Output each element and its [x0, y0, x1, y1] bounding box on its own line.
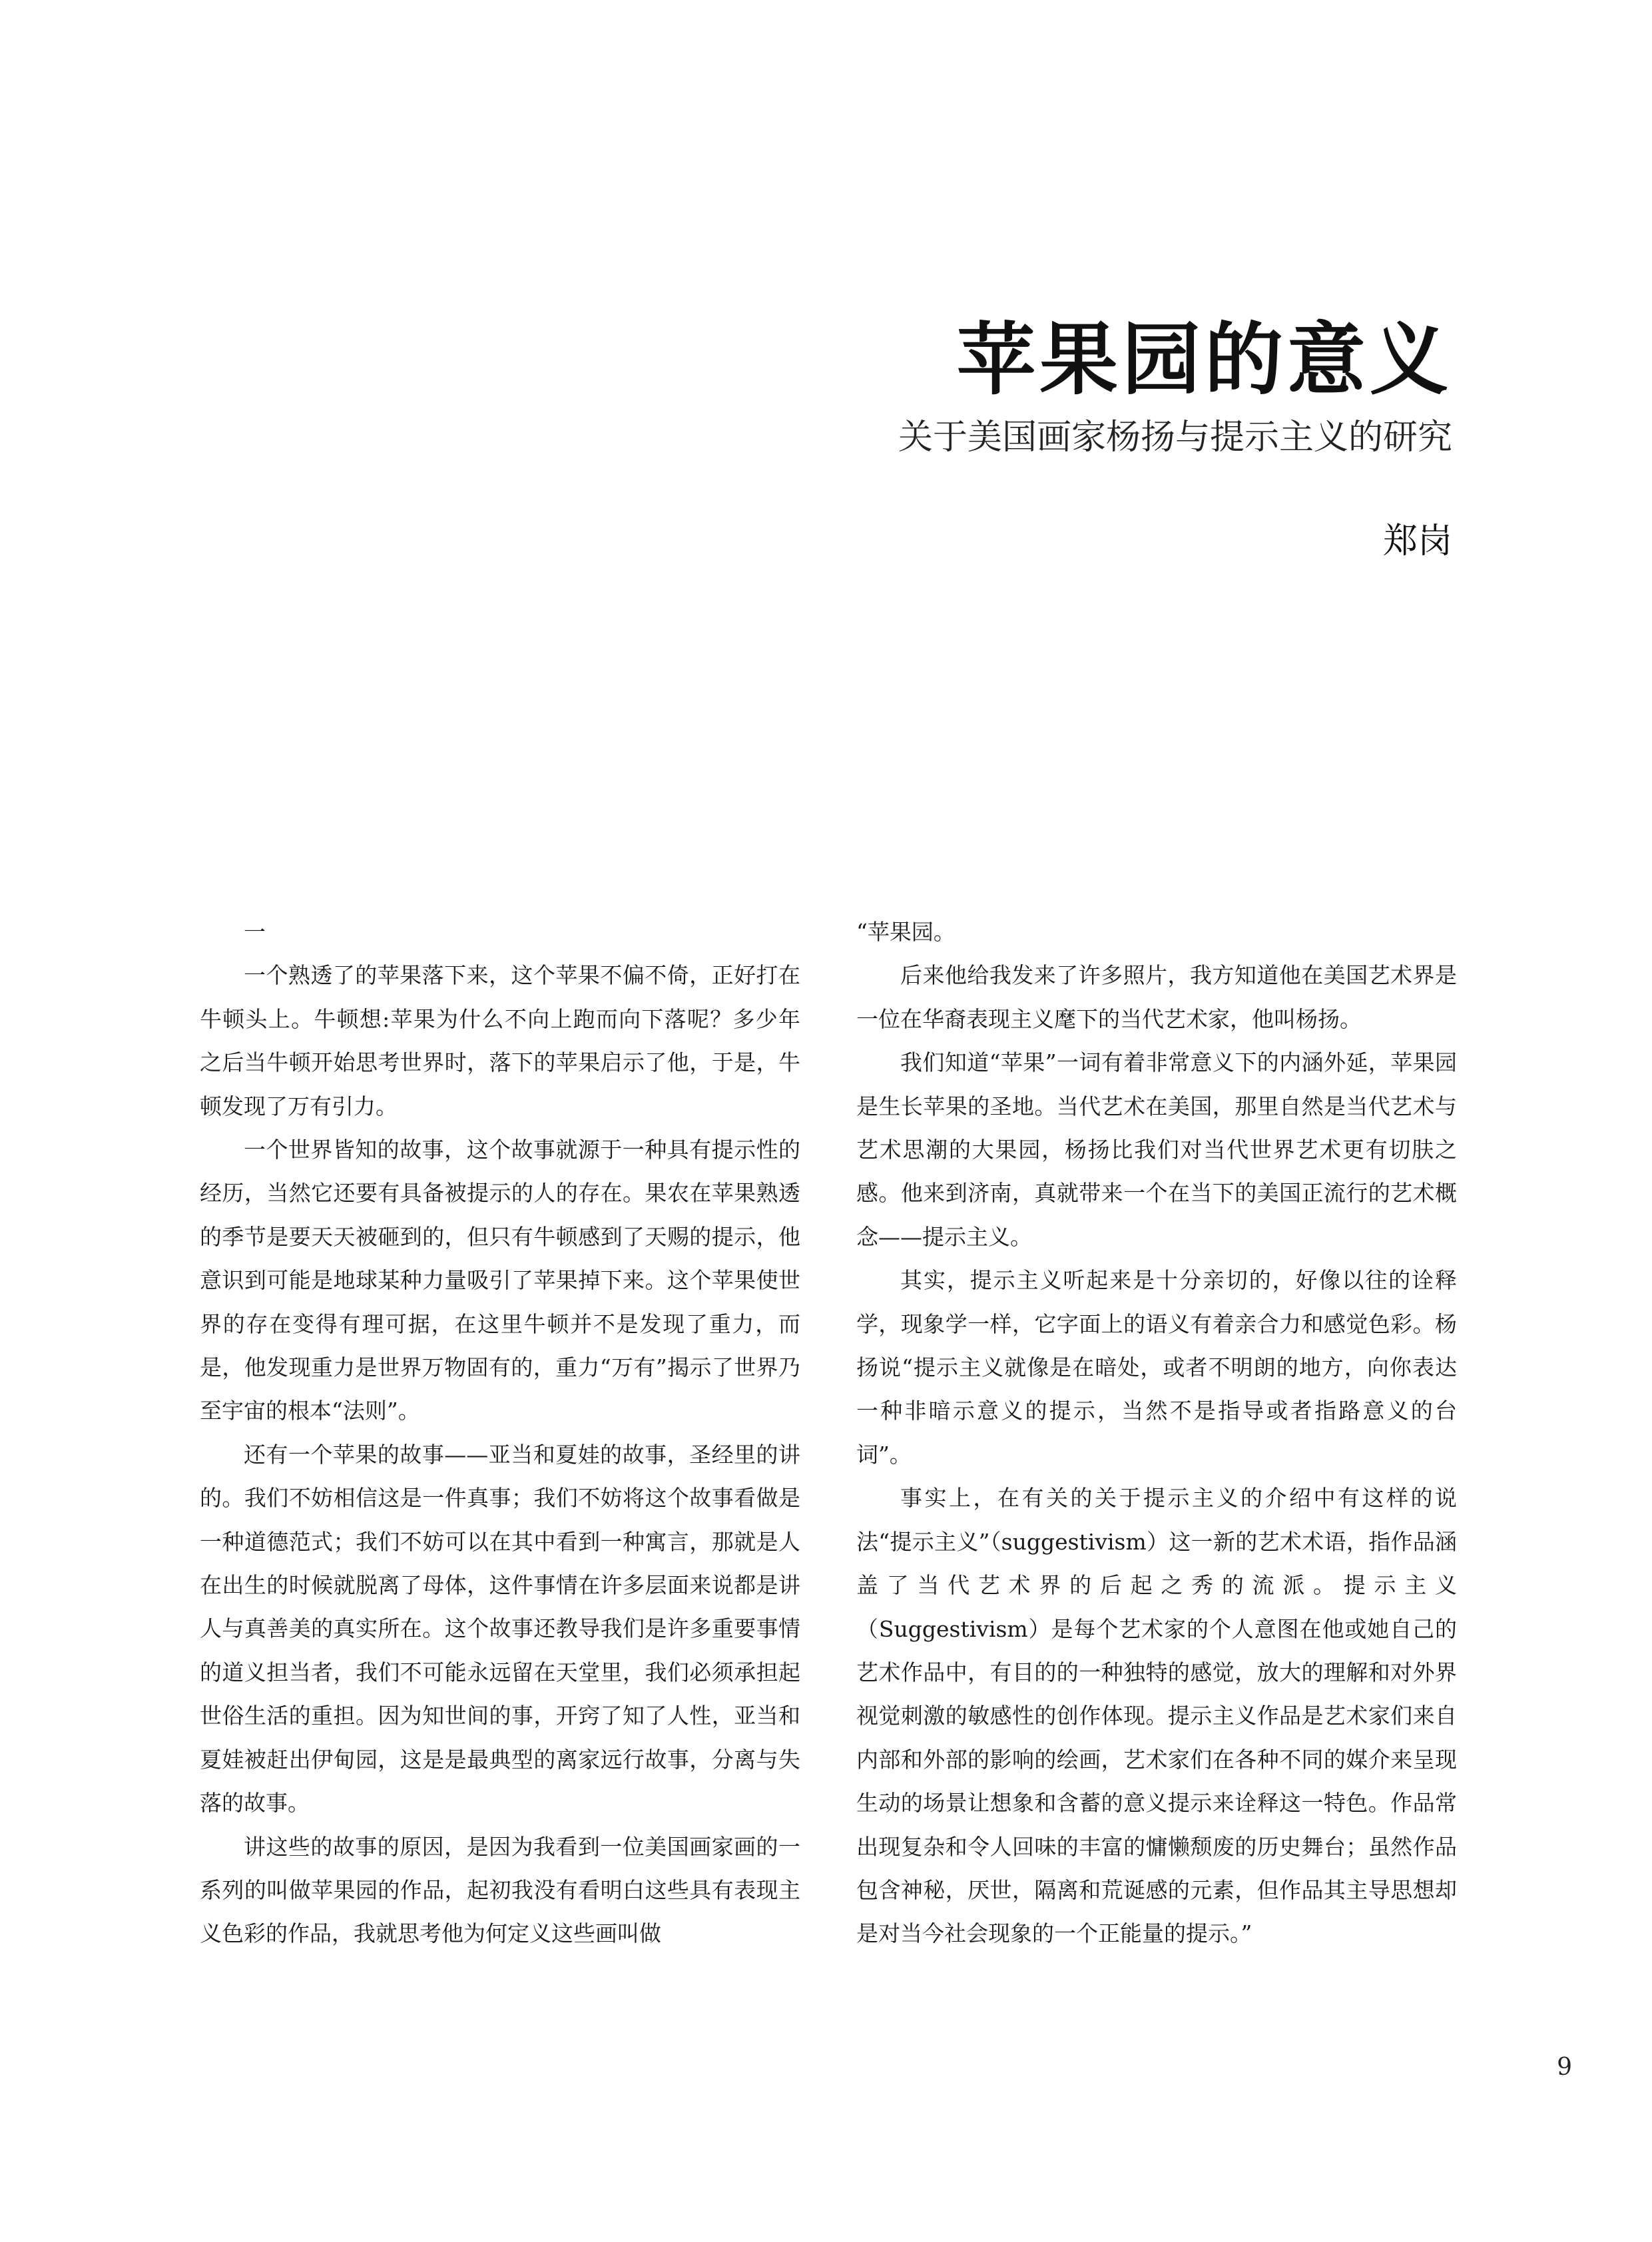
- paragraph: 其实，提示主义听起来是十分亲切的，好像以往的诠释学，现象学一样，它字面上的语义有着亲合力和感觉色彩。杨扬说“提示主义就像是在暗处，或者不明朗的地方，向你表达一种非暗示意义的提示，当然不是指导或者指路意义的台词”。: [856, 1267, 1457, 1468]
- article-subtitle: 关于美国画家杨扬与提示主义的研究: [898, 418, 1452, 457]
- right-column: [856, 910, 1457, 1956]
- paragraph: 后来他给我发来了许多照片，我方知道他在美国艺术界是一位在华裔表现主义麾下的当代艺术家，他叫杨扬。: [856, 962, 1457, 1032]
- paragraph: 一个世界皆知的故事，这个故事就源于一种具有提示性的经历，当然它还要有具备被提示的人的存在。果农在苹果熟透的季节是要天天被砸到的，但只有牛顿感到了天赐的提示，他意识到可能是地球某种力量吸引了苹果掉下来。这个苹果使世界的存在变得有理可据，在这里牛顿并不是发现了重力，而是，他发现重力是世界万物固有的，重力“万有”揭示了世界乃至宇宙的根本“法则”。: [200, 1137, 800, 1424]
- paragraph: 我们知道“苹果”一词有着非常意义下的内涵外延，苹果园是生长苹果的圣地。当代艺术在美国，那里自然是当代艺术与艺术思潮的大果园，杨扬比我们对当代世界艺术更有切肤之感。他来到济南，真就带来一个在当下的美国正流行的艺术概念——提示主义。: [856, 1049, 1457, 1250]
- page-number: 9: [1557, 2054, 1572, 2081]
- paragraph: 还有一个苹果的故事——亚当和夏娃的故事，圣经里的讲的。我们不妨相信这是一件真事；我们不妨将这个故事看做是一种道德范式；我们不妨可以在其中看到一种寓言，那就是人在出生的时候就脱离了母体，这件事情在许多层面来说都是讲人与真善美的真实所在。这个故事还教导我们是许多重要事情的道义担当者，我们不可能永远留在天堂里，我们必须承担起世俗生活的重担。因为知世间的事，开窍了知了人性，亚当和夏娃被赶出伊甸园，这是是最典型的离家远行故事，分离与失落的故事。: [200, 1441, 800, 1817]
- paragraph-continuation: “苹果园。: [856, 919, 956, 945]
- left-column: [200, 910, 800, 1956]
- article-title: 苹果园的意义: [956, 314, 1452, 406]
- paragraph: 讲这些的故事的原因，是因为我看到一位美国画家画的一系列的叫做苹果园的作品，起初我没有看明白这些具有表现主义色彩的作品，我就思考他为何定义这些画叫做: [200, 1833, 800, 1947]
- paragraph: 一个熟透了的苹果落下来，这个苹果不偏不倚，正好打在牛顿头上。牛顿想:苹果为什么不向上跑而向下落呢？多少年之后当牛顿开始思考世界时，落下的苹果启示了他，于是，牛顿发现了万有引力。: [200, 962, 800, 1119]
- section-number: 一: [244, 919, 266, 945]
- paragraph: 事实上，在有关的关于提示主义的介绍中有这样的说法“提示主义”（suggestivism）这一新的艺术术语，指作品涵盖了当代艺术界的后起之秀的流派。提示主义（Suggestivism）是每个艺术家的个人意图在他或她自己的艺术作品中，有目的的一种独特的感觉，放大的理解和对外界视觉刺激的敏感性的创作体现。提示主义作品是艺术家们来自内部和外部的影响的绘画，艺术家们在各种不同的媒介来呈现生动的场景让想象和含蓄的意义提示来诠释这一特色。作品常出现复杂和令人回味的丰富的慵懒颓废的历史舞台；虽然作品包含神秘，厌世，隔离和荒诞感的元素，但作品其主导思想却是对当今社会现象的一个正能量的提示。”: [856, 1485, 1457, 1947]
- author-name: 郑岗: [1382, 521, 1452, 561]
